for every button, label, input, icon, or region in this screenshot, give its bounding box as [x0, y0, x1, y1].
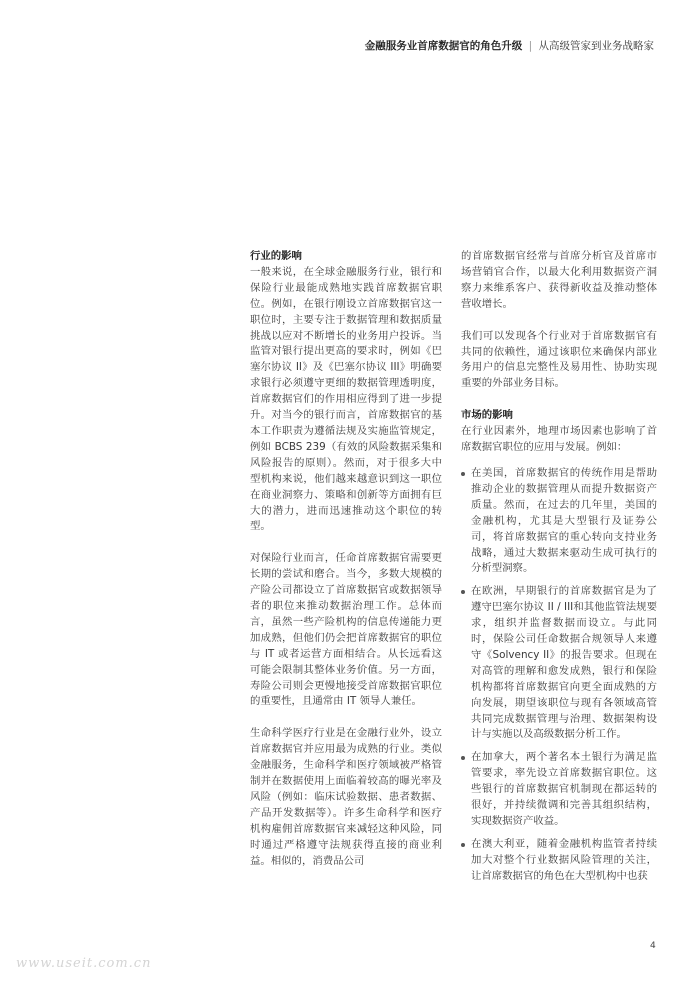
list-item [461, 584, 657, 743]
bullet-dot-icon [461, 843, 465, 847]
market-intro-paragraph: 在行业因素外，地理市场因素也影响了首席数据官职位的应用与发展。例如： [461, 425, 657, 454]
bullet-text-us: 在美国，首席数据官的传统作用是帮助推动企业的数据管理从而提升数据资产质量。然而，在过去的几年里，美国的金融机构，尤其是大型银行及证券公司，将首席数据官的重心转向支持业务战略，通过大数据来驱动生成可执行的分析型洞察。 [471, 466, 657, 575]
right-column [461, 249, 657, 892]
site-watermark: www.useit.com.cn [16, 956, 152, 971]
banking-paragraph: 一般来说，在全球金融服务行业，银行和保险行业最能成熟地实践首席数据官职位。例如，在银行刚设立首席数据官这一职位时，主要专注于数据管理和数据质量挑战以应对不断增长的业务用户投诉。当监管对银行提出更高的要求时，例如《巴塞尔协议 II》及《巴塞尔协议 III》明确要求银行必须遵守更细的数据管理透明度，首席数据官们的作用相应得到了进一步提升。对当今的银行而言，首席数据官的基本工作职责为遵循法规及实施监管规定，例如 BCBS 239（有效的风险数据采集和风险报告的原则）。然而，对于很多大中型机构来说，他们越来越意识到这一职位在商业洞察力、策略和创新等方面拥有巨大的潜力，进而迅速推动这个职位的转型。 [250, 265, 442, 533]
header-subtitle: 从高级管家到业务战略家 [538, 40, 654, 52]
header-title: 金融服务业首席数据官的角色升级 [364, 40, 523, 52]
market-impact-heading: 市场的影响 [461, 409, 513, 422]
bullet-text-canada: 在加拿大，两个著名本土银行为满足监管要求，率先设立首席数据官职位。这些银行的首席数据官机制现在都运转的很好，并持续微调和完善其组织结构，实现数据资产收益。 [471, 751, 657, 827]
insurance-paragraph: 对保险行业而言，任命首席数据官需要更长期的尝试和磨合。当今，多数大规模的产险公司都设立了首席数据官或数据领导者的职位来推动数据治理工作。总体而言，虽然一些产险机构的信息传递能力更加成熟，但他们仍会把首席数据官的职位与 IT 或者运营方面相结合。从长远看这可能会限制其整体业务价值。另一方面，寿险公司则会更慢地接受首席数据官职位的重要性，且通常由 IT 领导人兼任。 [250, 552, 442, 708]
list-item [461, 750, 657, 830]
bullet-text-australia: 在澳大利亚，随着金融机构监管者持续加大对整个行业数据风险管理的关注，让首席数据官的角色在大型机构中也获 [471, 837, 657, 882]
market-bullet-list [461, 466, 657, 885]
list-item [461, 837, 657, 885]
bullet-text-europe: 在欧洲，早期银行的首席数据官是为了遵守巴塞尔协议 II / III和其他监管法规要求，组织并监督数据而设立。与此同时，保险公司任命数据合规领导人来遵守《Solvency II》的报告要求。但现在对高管的理解和愈发成熟，银行和保险机构都将首席数据官向更全面成熟的方向发展，期望该职位与现有各领域高管共同完成数据管理与治理、数据架构设计与实施以及高级数据分析工作。 [471, 585, 657, 741]
left-column [250, 249, 442, 886]
bullet-dot-icon [461, 756, 465, 760]
bullet-dot-icon [461, 590, 465, 594]
continued-paragraph: 的首席数据官经常与首席分析官及首席市场营销官合作，以最大化利用数据资产洞察力来维系客户、获得新收益及推动整体营收增长。 [461, 250, 657, 310]
page-number: 4 [650, 941, 656, 951]
dependency-paragraph: 我们可以发现各个行业对于首席数据官有共同的依赖性，通过该职位来确保内部业务用户的信息完整性及易用性、协助实现重要的外部业务目标。 [461, 329, 657, 390]
life-sciences-paragraph: 生命科学医疗行业是在金融行业外，设立首席数据官并应用最为成熟的行业。类似金融服务，生命科学和医疗领域被严格管制并在数据使用上面临着较高的曝光率及风险（例如：临床试验数据、患者数据、产品开发数据等）。许多生命科学和医疗机构雇佣首席数据官来减轻这种风险，同时通过严格遵守法规获得直接的商业利益。相似的，消费品公司 [250, 727, 442, 867]
industry-impact-heading: 行业的影响 [250, 250, 302, 262]
bullet-dot-icon [461, 472, 465, 476]
running-header [365, 38, 654, 53]
header-separator: | [528, 40, 533, 52]
list-item [461, 466, 657, 577]
